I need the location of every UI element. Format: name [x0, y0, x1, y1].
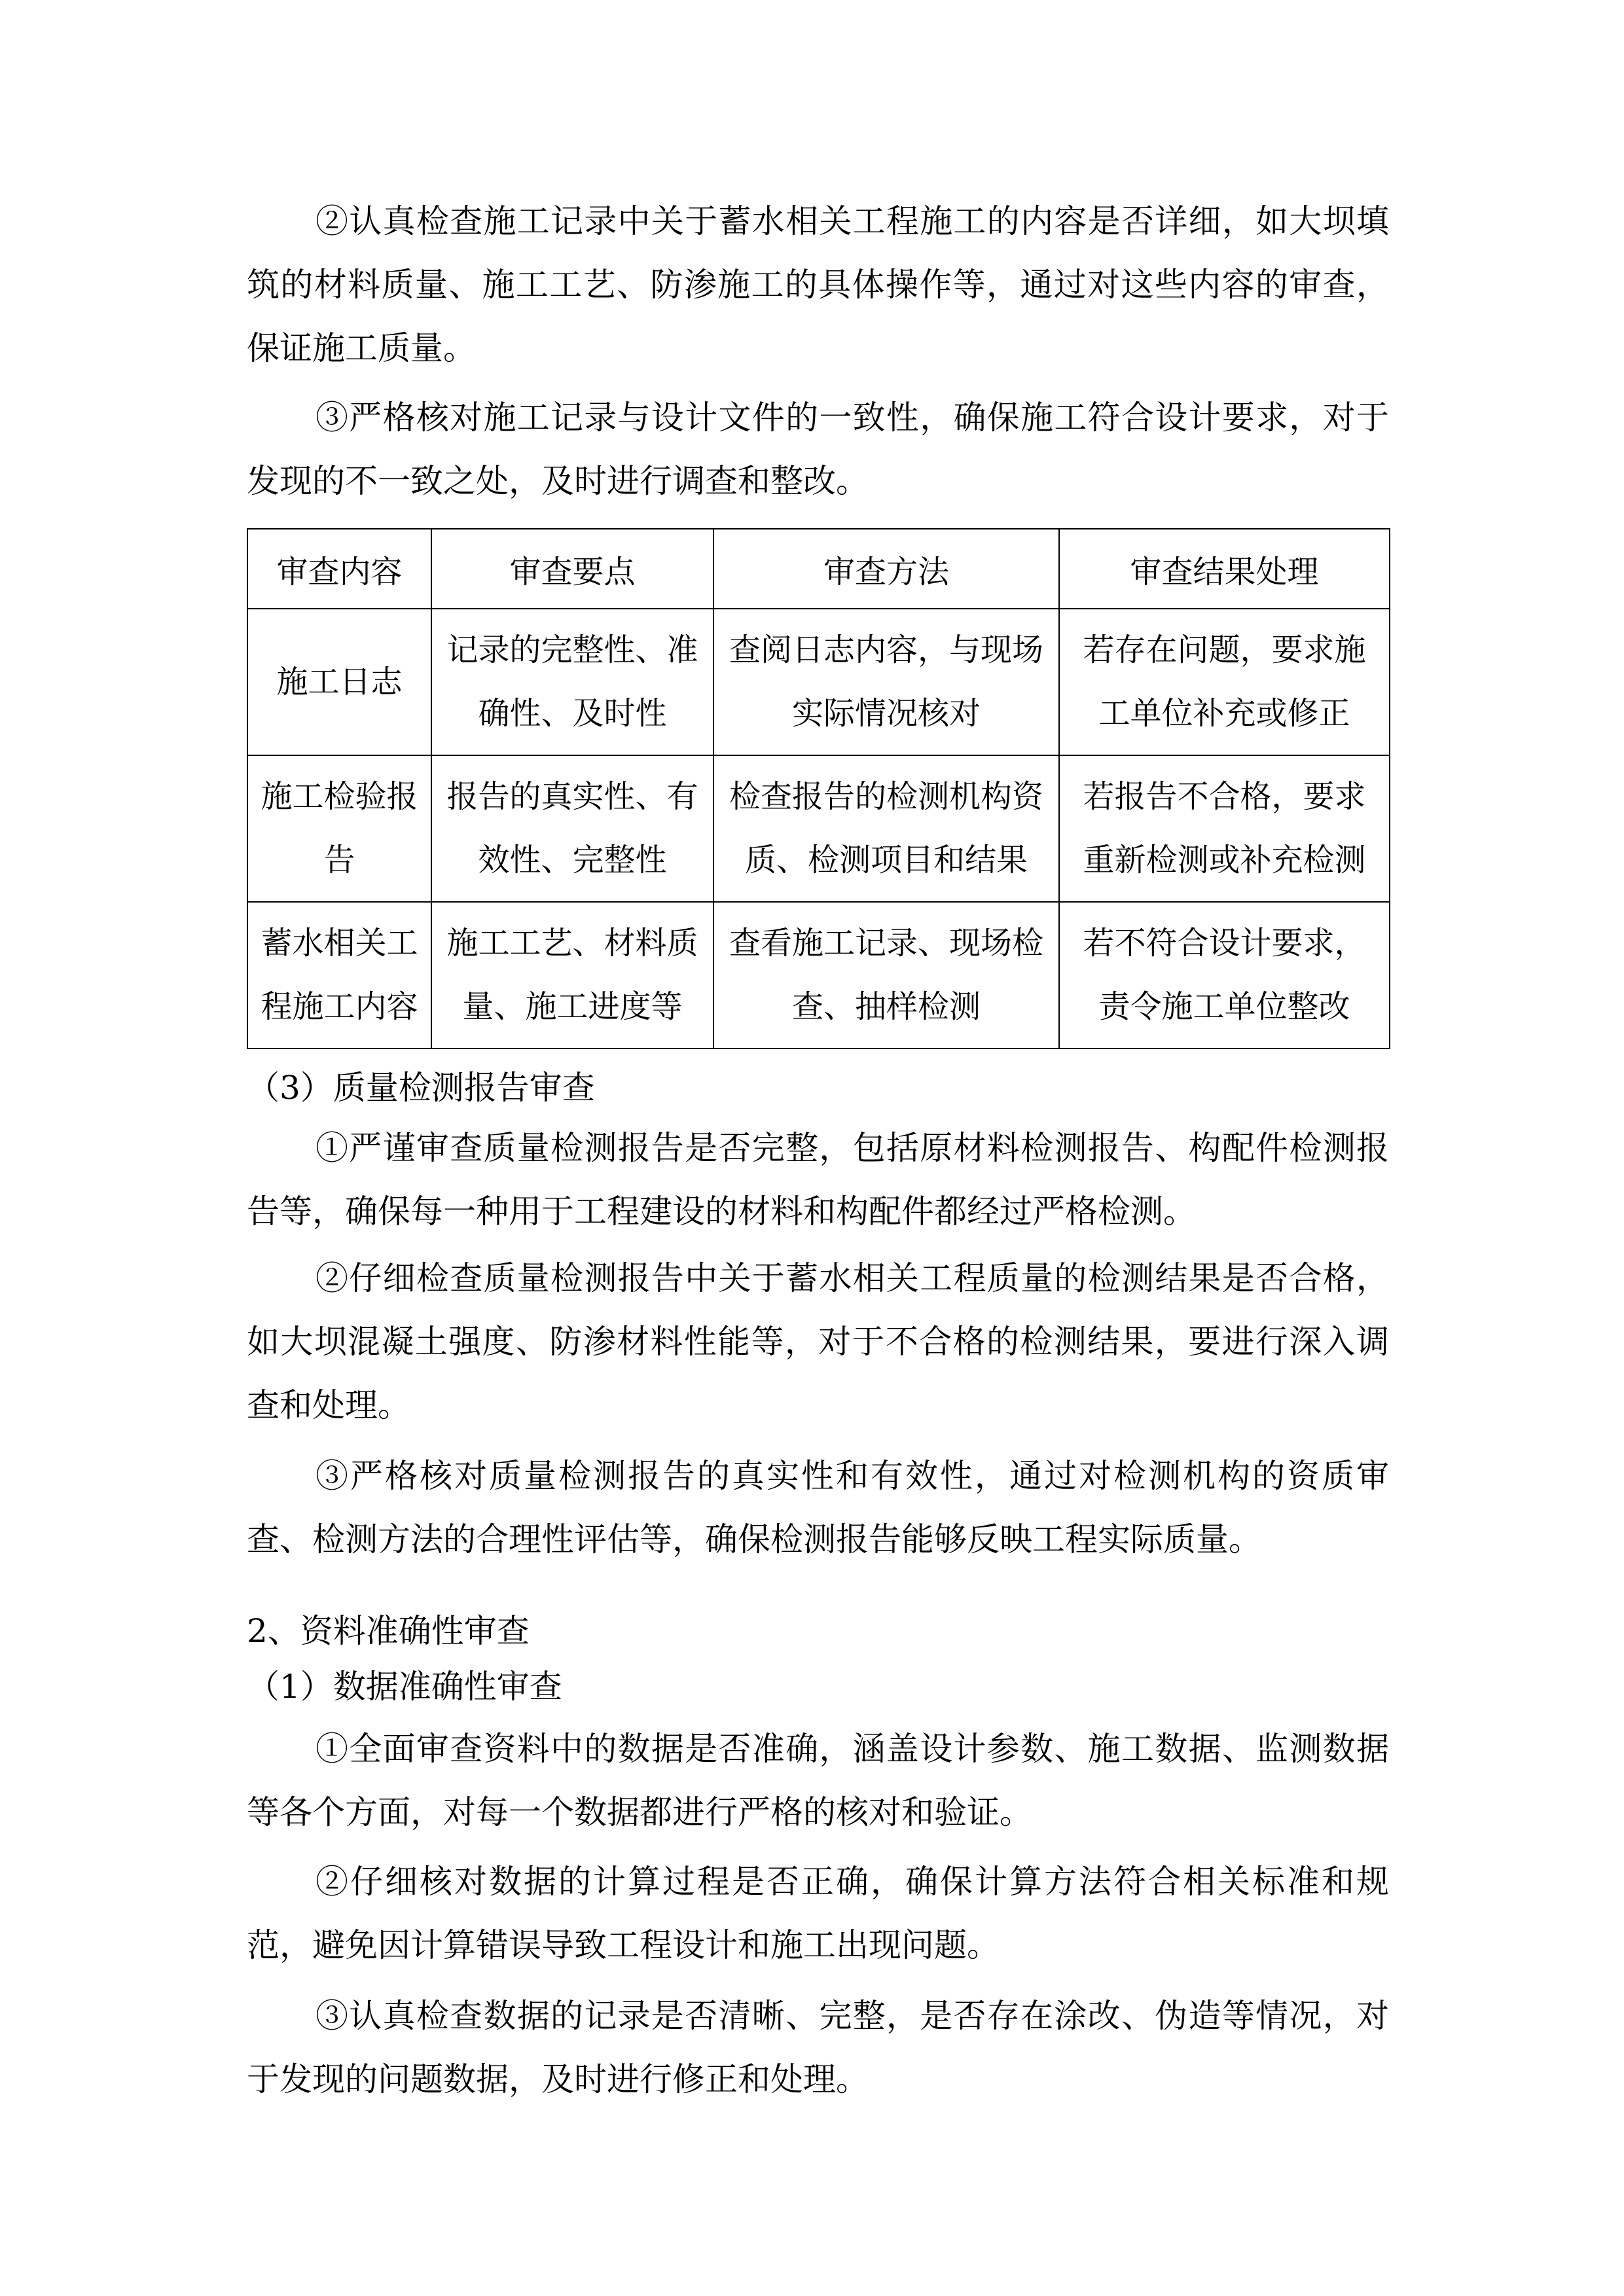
cell-line: 查看施工记录、现场检 [729, 925, 1043, 961]
header-cell: 审查方法 [713, 529, 1059, 609]
text-line: 查、检测方法的合理性评估等，确保检测报告能够反映工程实际质量。 [247, 1520, 1261, 1558]
text-line: 保证施工质量。 [247, 329, 476, 367]
text-line: 范，避免因计算错误导致工程设计和施工出现问题。 [247, 1926, 1000, 1964]
table-cell [713, 755, 1059, 902]
text-line: ②认真检查施工记录中关于蓄水相关工程施工的内容是否详细，如大坝填 [316, 202, 1389, 240]
cell-line: 质、检测项目和结果 [744, 842, 1028, 878]
paragraph-2 [247, 190, 1389, 380]
table-cell [1059, 755, 1390, 902]
header-cell: 审查内容 [247, 529, 431, 609]
table-cell [713, 902, 1059, 1049]
section-2-heading: 2、资料准确性审查 [247, 1612, 530, 1650]
subsection-1-paragraph-2 [247, 1850, 1389, 1977]
cell-line: 程施工内容 [261, 988, 418, 1025]
cell-line: 检查报告的检测机构资 [729, 778, 1043, 815]
subsection-1-heading: （1）数据准确性审查 [247, 1668, 562, 1706]
table-cell [431, 755, 713, 902]
header-cell: 审查结果处理 [1059, 529, 1390, 609]
review-table [247, 528, 1390, 1049]
cell-line: 若报告不合格，要求 [1083, 778, 1366, 815]
text-line: ①严谨审查质量检测报告是否完整，包括原材料检测报告、构配件检测报 [316, 1129, 1389, 1167]
text-line: 查和处理。 [247, 1386, 410, 1424]
table-row [247, 609, 1390, 755]
cell-line: 工单位补充或修正 [1098, 695, 1350, 732]
cell-line: 实际情况核对 [791, 695, 981, 732]
text-line: 如大坝混凝土强度、防渗材料性能等，对于不合格的检测结果，要进行深入调 [247, 1323, 1389, 1361]
table-row [247, 902, 1390, 1049]
cell-line: 查、抽样检测 [791, 988, 981, 1025]
cell-line: 查阅日志内容，与现场 [729, 632, 1043, 668]
section-3-heading: （3）质量检测报告审查 [247, 1069, 595, 1107]
text-line: 等各个方面，对每一个数据都进行严格的核对和验证。 [247, 1793, 1032, 1831]
cell-line: 若存在问题，要求施 [1083, 632, 1366, 668]
paragraph-3 [247, 386, 1389, 513]
table-cell [713, 609, 1059, 755]
text-line: ③严格核对质量检测报告的真实性和有效性，通过对检测机构的资质审 [316, 1457, 1389, 1495]
section-3-paragraph-2 [247, 1247, 1389, 1437]
cell-line: 蓄水相关工 [261, 925, 418, 961]
cell-line: 重新检测或补充检测 [1083, 842, 1366, 878]
text-line: ①全面审查资料中的数据是否准确，涵盖设计参数、施工数据、监测数据 [316, 1730, 1389, 1768]
cell-line: 施工日志 [276, 663, 403, 700]
header-cell: 审查要点 [431, 529, 713, 609]
subsection-1-paragraph-1 [247, 1717, 1389, 1844]
text-line: ②仔细检查质量检测报告中关于蓄水相关工程质量的检测结果是否合格， [316, 1259, 1389, 1297]
table-cell [431, 609, 713, 755]
table-cell [1059, 902, 1390, 1049]
text-line: ③认真检查数据的记录是否清晰、完整，是否存在涂改、伪造等情况，对 [316, 1997, 1389, 2035]
cell-line: 施工工艺、材料质 [446, 925, 698, 961]
cell-line: 报告的真实性、有 [446, 778, 698, 815]
cell-line: 记录的完整性、准 [446, 632, 698, 668]
text-line: 发现的不一致之处，及时进行调查和整改。 [247, 462, 869, 500]
table-cell [247, 609, 431, 755]
cell-line: 效性、完整性 [478, 842, 667, 878]
cell-line: 施工检验报 [261, 778, 418, 815]
text-line: ②仔细核对数据的计算过程是否正确，确保计算方法符合相关标准和规 [316, 1863, 1389, 1901]
cell-line: 若不符合设计要求， [1083, 925, 1366, 961]
cell-line: 量、施工进度等 [462, 988, 683, 1025]
subsection-1-paragraph-3 [247, 1984, 1389, 2111]
section-3-paragraph-1 [247, 1117, 1389, 1244]
text-line: 筑的材料质量、施工工艺、防渗施工的具体操作等，通过对这些内容的审查， [247, 266, 1389, 304]
cell-line: 责令施工单位整改 [1098, 988, 1350, 1025]
table-cell [431, 902, 713, 1049]
text-line: 告等，确保每一种用于工程建设的材料和构配件都经过严格检测。 [247, 1193, 1196, 1230]
table-header-row [247, 529, 1390, 609]
table-cell [1059, 609, 1390, 755]
table-cell [247, 902, 431, 1049]
text-line: 于发现的问题数据，及时进行修正和处理。 [247, 2060, 869, 2098]
cell-line: 确性、及时性 [478, 695, 667, 732]
table-row [247, 755, 1390, 902]
cell-line: 告 [323, 842, 355, 878]
table-cell [247, 755, 431, 902]
text-line: ③严格核对施工记录与设计文件的一致性，确保施工符合设计要求，对于 [316, 399, 1389, 437]
section-3-paragraph-3 [247, 1444, 1389, 1571]
